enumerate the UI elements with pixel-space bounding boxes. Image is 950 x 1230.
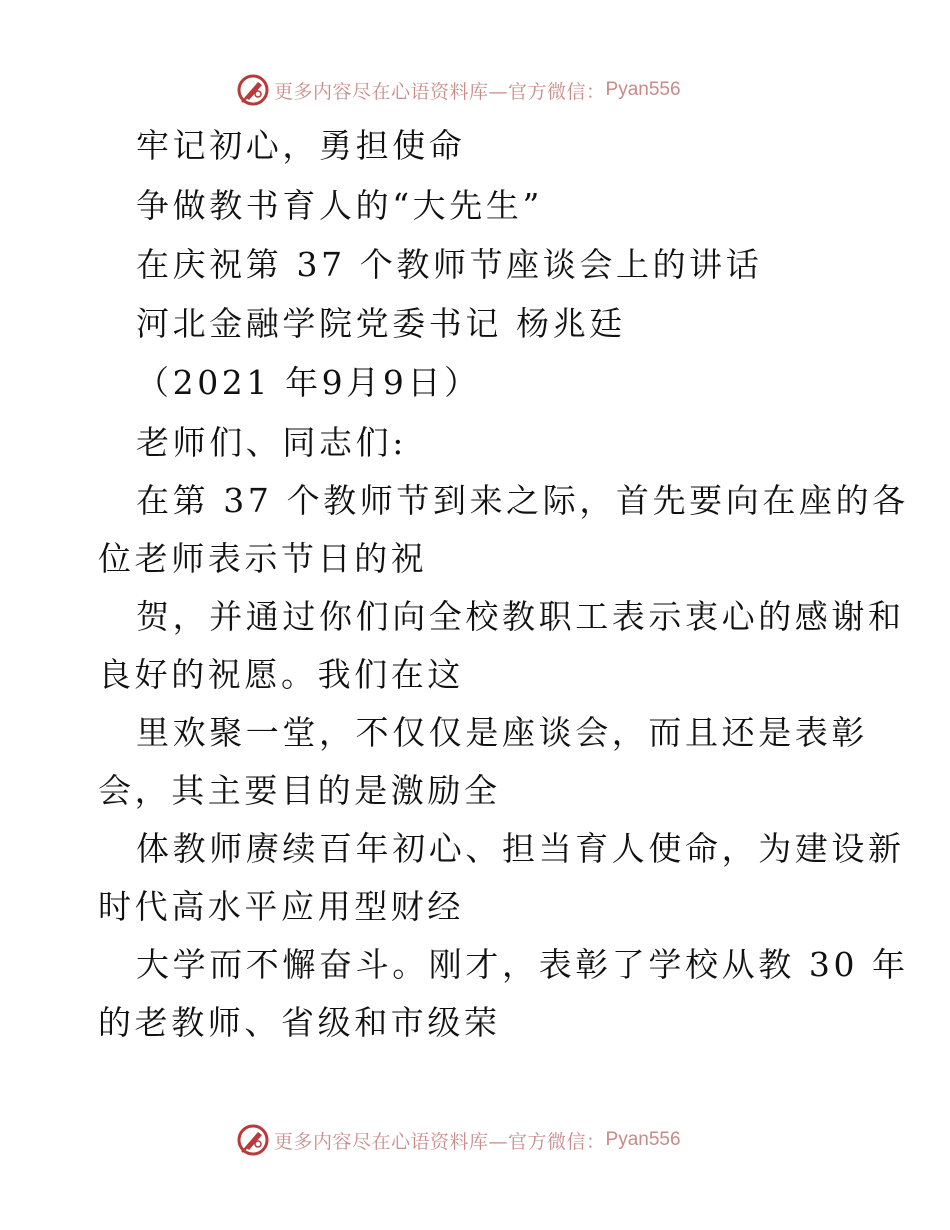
paragraph-line: 良好的祝愿。我们在这: [98, 655, 464, 694]
paragraph-line: 位老师表示节日的祝: [98, 539, 428, 578]
paragraph-line: 里欢聚一堂，不仅仅是座谈会，而且还是表彰: [136, 713, 868, 752]
speech-title-line-2: 争做教书育人的“大先生”: [136, 186, 543, 225]
paragraph-line: 的老教师、省级和市级荣: [98, 1003, 501, 1042]
watermark-text: 更多内容尽在心语资料库—官方微信：: [274, 80, 606, 103]
watermark-header: [236, 73, 681, 107]
date-line: （2021 年9月9日）: [136, 363, 481, 402]
speech-title-line-1: 牢记初心，勇担使命: [136, 126, 466, 165]
watermark-footer: [236, 1123, 681, 1157]
paragraph-line: 会，其主要目的是激励全: [98, 771, 501, 810]
speaker-line: 河北金融学院党委书记 杨兆廷: [136, 304, 626, 343]
paragraph-line: 在第 37 个教师节到来之际，首先要向在座的各: [136, 481, 909, 520]
watermark-id: Pyan556: [605, 79, 681, 100]
watermark-id: Pyan556: [605, 1129, 681, 1150]
red-quill-logo-icon: [236, 73, 270, 107]
paragraph-line: 体教师赓续百年初心、担当育人使命，为建设新: [136, 829, 905, 868]
watermark-text: 更多内容尽在心语资料库—官方微信：: [274, 1130, 606, 1153]
paragraph-line: 大学而不懈奋斗。刚才，表彰了学校从教 30 年: [136, 945, 909, 984]
speech-subtitle: 在庆祝第 37 个教师节座谈会上的讲话: [136, 245, 763, 284]
salutation: 老师们、同志们:: [136, 423, 407, 462]
paragraph-line: 时代高水平应用型财经: [98, 887, 464, 926]
red-quill-logo-icon: [236, 1123, 270, 1157]
paragraph-line: 贺，并通过你们向全校教职工表示衷心的感谢和: [136, 597, 905, 636]
